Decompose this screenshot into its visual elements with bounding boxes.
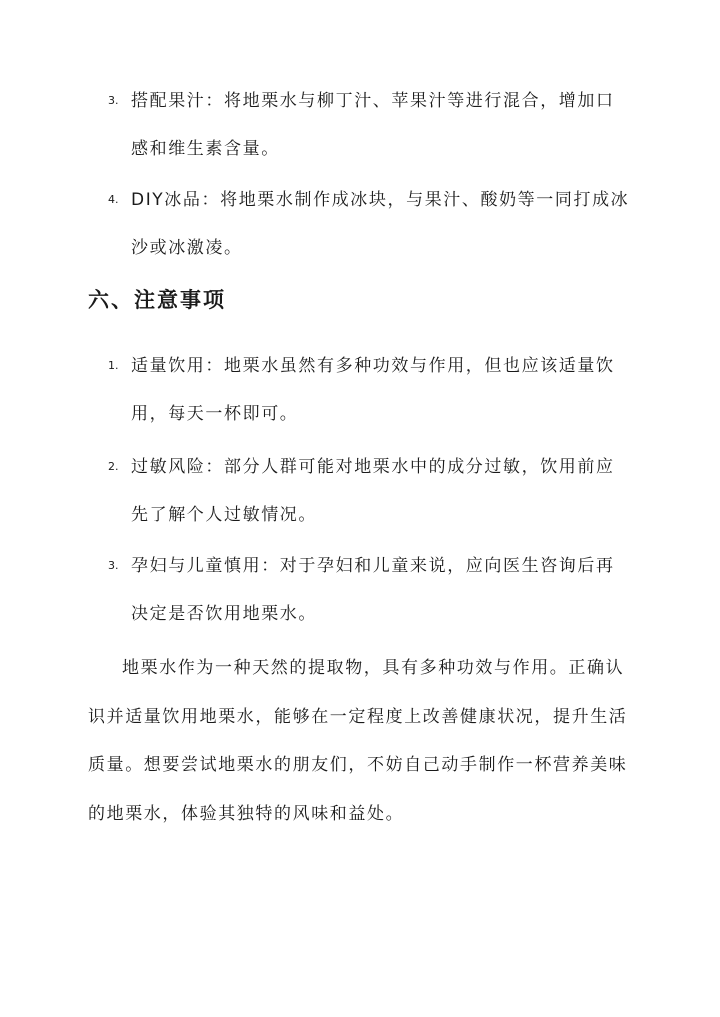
list-item-text: 过敏风险：部分人群可能对地栗水中的成分过敏，饮用前应 (131, 457, 615, 477)
list-item-text: 孕妇与儿童慎用：对于孕妇和儿童来说，应向医生咨询后再 (131, 556, 615, 576)
list-item-text-continued: 用，每天一杯即可。 (131, 404, 299, 424)
paragraph-line: 识并适量饮用地栗水，能够在一定程度上改善健康状况，提升生活 (88, 706, 628, 727)
list-item-number: 3. (108, 94, 119, 107)
conclusion-paragraph (88, 644, 648, 838)
section-heading: 六、注意事项 (88, 288, 226, 312)
list-item (108, 77, 628, 173)
list-item-text: 搭配果汁：将地栗水与柳丁汁、苹果汁等进行混合，增加口 (131, 91, 615, 111)
list-item-number: 4. (108, 193, 119, 206)
list-item (108, 176, 628, 272)
paragraph-line: 质量。想要尝试地栗水的朋友们，不妨自己动手制作一杯营养美味 (88, 755, 628, 775)
list-item (108, 542, 628, 638)
list-item-number: 2. (108, 460, 119, 473)
list-item-text-continued: 感和维生素含量。 (131, 139, 280, 159)
list-item-text-continued: 先了解个人过敏情况。 (131, 505, 317, 525)
paragraph-line: 的地栗水，体验其独特的风味和益处。 (88, 803, 405, 824)
list-item-text-continued: 沙或冰激凌。 (131, 238, 243, 258)
list-item-text-continued: 决定是否饮用地栗水。 (131, 604, 317, 624)
list-item-number: 1. (108, 359, 119, 372)
list-item (108, 443, 628, 539)
list-item-text: DIY冰品：将地栗水制作成冰块，与果汁、酸奶等一同打成冰 (131, 190, 630, 210)
list-item-text: 适量饮用：地栗水虽然有多种功效与作用，但也应该适量饮 (131, 356, 615, 376)
paragraph-line: 地栗水作为一种天然的提取物，具有多种功效与作用。正确认 (122, 658, 625, 678)
list-item (108, 342, 628, 438)
list-item-number: 3. (108, 559, 119, 572)
